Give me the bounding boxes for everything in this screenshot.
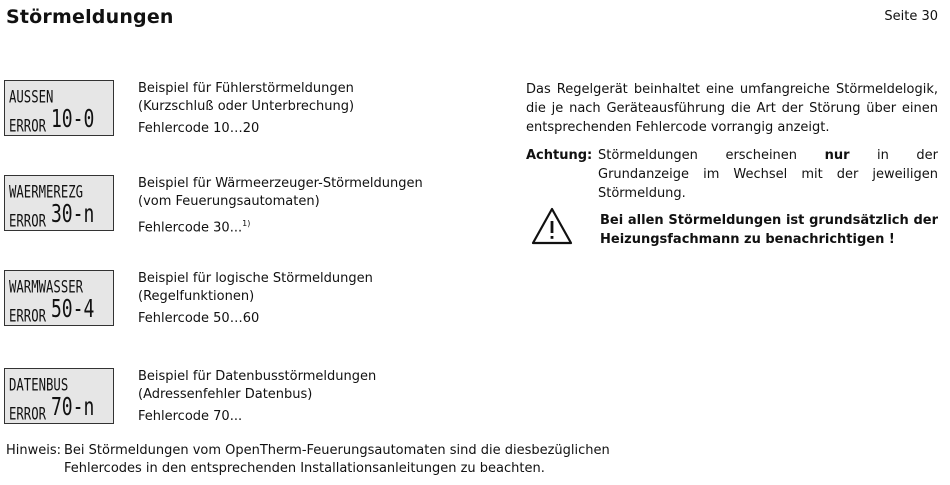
lcd-error-code: 50-4 bbox=[50, 295, 95, 324]
lcd-error-label: ERROR bbox=[9, 403, 47, 424]
achtung-emphasis: nur bbox=[824, 148, 850, 163]
example-description bbox=[138, 270, 373, 328]
hinweis-label: Hinweis: bbox=[6, 443, 62, 458]
example-subtitle: (vom Feuerungsautomaten) bbox=[138, 194, 320, 209]
example-title: Beispiel für Wärmeerzeuger-Störmeldungen bbox=[138, 176, 423, 191]
example-subtitle: (Kurzschluß oder Unterbrechung) bbox=[138, 99, 355, 114]
example-description bbox=[138, 175, 423, 237]
achtung-text-before: Störmeldungen erscheinen bbox=[598, 148, 825, 163]
lcd-line-1: WAERMEREZG bbox=[9, 182, 84, 203]
lcd-line-1: DATENBUS bbox=[9, 375, 69, 396]
lcd-error-label: ERROR bbox=[9, 210, 47, 231]
lcd-error-label: ERROR bbox=[9, 115, 47, 136]
intro-paragraph: Das Regelgerät beinhaltet eine umfangreiche Störmeldelogik, die je nach Geräteausführung die Art der Störung über einen entsprechenden Fehlercode vorrangig anzeigt. bbox=[526, 82, 938, 135]
lcd-display bbox=[4, 175, 114, 231]
example-code-row bbox=[138, 215, 423, 237]
example-description bbox=[138, 368, 376, 426]
page-title: Störmeldungen bbox=[6, 6, 174, 28]
warning-triangle-icon bbox=[530, 206, 574, 246]
achtung-text-after: in der Grundanzeige im Wechsel mit der jeweiligen Störmeldung. bbox=[598, 148, 938, 201]
example-subtitle: (Adressenfehler Datenbus) bbox=[138, 387, 313, 402]
warning-text: Bei allen Störmeldungen ist grundsätzlich der Heizungsfachmann zu benachrichtigen ! bbox=[600, 213, 938, 247]
achtung-label: Achtung: bbox=[526, 148, 593, 163]
lcd-display bbox=[4, 368, 114, 424]
example-code: Fehlercode 70... bbox=[138, 409, 243, 424]
lcd-display bbox=[4, 270, 114, 326]
page-number: Seite 30 bbox=[884, 9, 938, 24]
footnote-marker: 1) bbox=[242, 219, 251, 228]
example-title: Beispiel für logische Störmeldungen bbox=[138, 271, 373, 286]
example-title: Beispiel für Fühlerstörmeldungen bbox=[138, 81, 354, 96]
achtung-note bbox=[526, 146, 938, 203]
lcd-line-1: AUSSEN bbox=[9, 87, 54, 108]
lcd-line-2 bbox=[9, 105, 95, 138]
example-code: Fehlercode 10…20 bbox=[138, 121, 260, 136]
lcd-line-2 bbox=[9, 393, 95, 426]
lcd-line-2 bbox=[9, 295, 95, 328]
lcd-error-code: 10-0 bbox=[50, 105, 95, 134]
lcd-line-2 bbox=[9, 200, 95, 233]
example-title: Beispiel für Datenbusstörmeldungen bbox=[138, 369, 377, 384]
lcd-line-1: WARMWASSER bbox=[9, 277, 84, 298]
lcd-error-code: 30-n bbox=[50, 200, 95, 229]
example-subtitle: (Regelfunktionen) bbox=[138, 289, 255, 304]
hinweis-text: Bei Störmeldungen vom OpenTherm-Feuerungsautomaten sind die diesbezüglichen Fehlercodes in den entsprechenden Installationsanleitungen zu beachten. bbox=[64, 443, 610, 476]
hinweis-note bbox=[6, 442, 624, 478]
example-code: Fehlercode 30... bbox=[138, 220, 243, 236]
lcd-display bbox=[4, 80, 114, 136]
example-code: Fehlercode 50…60 bbox=[138, 311, 260, 326]
achtung-text bbox=[598, 146, 938, 203]
lcd-error-label: ERROR bbox=[9, 305, 47, 326]
example-description bbox=[138, 80, 354, 138]
lcd-error-code: 70-n bbox=[50, 393, 95, 422]
